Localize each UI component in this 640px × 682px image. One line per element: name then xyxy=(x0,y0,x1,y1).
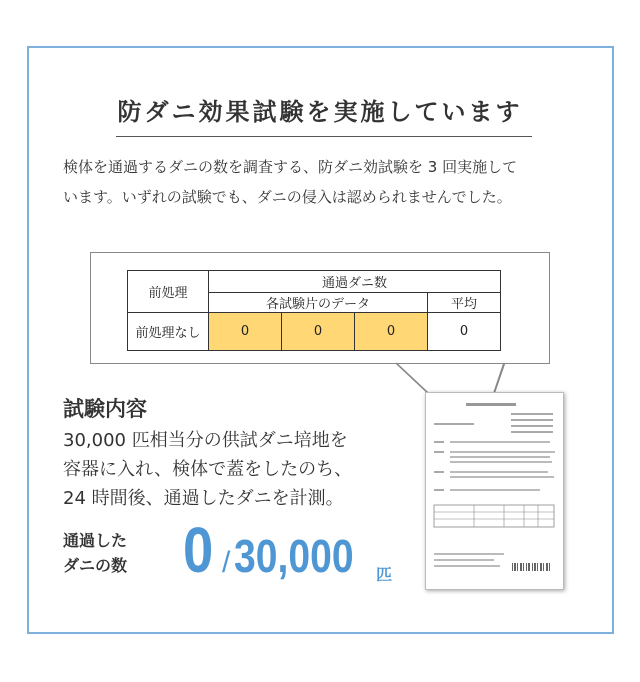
total-count: 30,000 xyxy=(234,530,354,582)
table-cell-average: 0 xyxy=(428,313,501,351)
result-slash: / xyxy=(222,546,231,579)
table-header-pretreatment: 前処理 xyxy=(128,271,209,313)
test-line-2: 容器に入れ、検体で蓋をしたのち、 xyxy=(63,459,353,480)
passed-mites-label-line-1: 通過した xyxy=(63,531,128,550)
table-cell-sample-1: 0 xyxy=(209,313,282,351)
intro-text xyxy=(63,152,593,212)
test-title: 試験内容 xyxy=(63,397,147,421)
table-cell-sample-2: 0 xyxy=(282,313,355,351)
table-cell-sample-3: 0 xyxy=(355,313,428,351)
test-line-3: 24 時間後、通過したダニを計測。 xyxy=(63,488,344,509)
count-unit: 匹 xyxy=(376,565,393,584)
page-heading: 防ダニ効果試験を実施しています xyxy=(117,98,523,126)
passed-count: 0 xyxy=(183,514,214,586)
test-description xyxy=(63,426,352,513)
heading-divider xyxy=(116,136,532,137)
table-header-average: 平均 xyxy=(428,293,501,313)
table-header-samples: 各試験片のデータ xyxy=(209,293,428,313)
passed-mites-label xyxy=(63,528,127,578)
test-report-document-icon xyxy=(425,392,564,590)
test-line-1: 30,000 匹相当分の供試ダニ培地を xyxy=(63,430,348,451)
intro-line-1: 検体を通過するダニの数を調査する、防ダニ効試験を 3 回実施して xyxy=(63,158,518,176)
intro-line-2: います。いずれの試験でも、ダニの侵入は認められませんでした。 xyxy=(63,188,512,206)
passed-mites-label-line-2: ダニの数 xyxy=(63,556,128,575)
table-header-passed-mites: 通過ダニ数 xyxy=(209,271,501,293)
results-table xyxy=(127,270,501,351)
table-row-label: 前処理なし xyxy=(128,313,209,351)
